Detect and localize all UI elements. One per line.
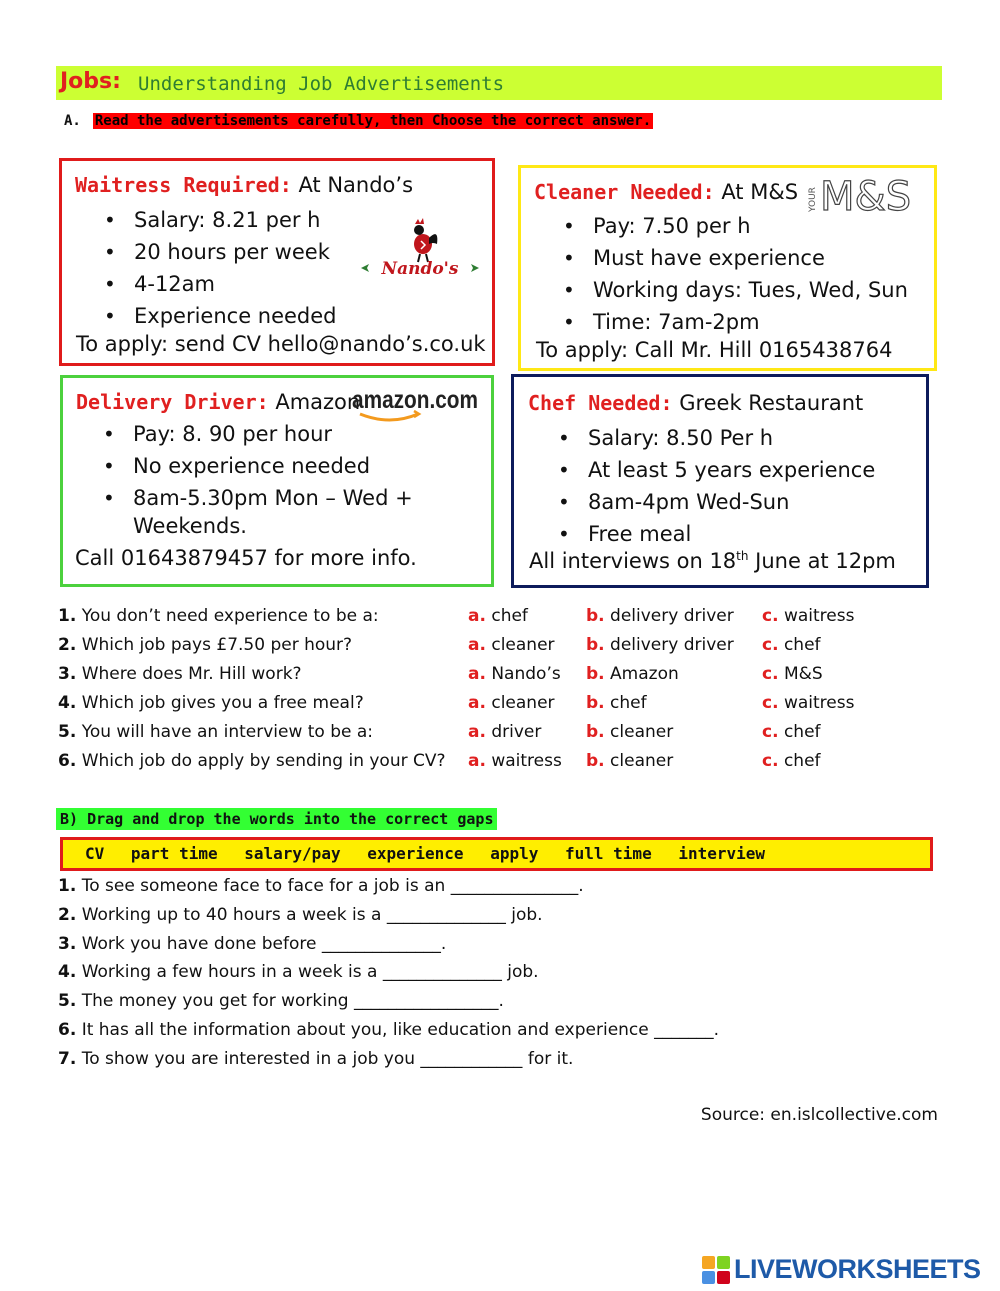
option-c[interactable] <box>762 606 854 626</box>
option-text: Amazon <box>610 664 679 684</box>
question-num: 4. <box>58 693 77 713</box>
option-label: b. <box>586 751 605 771</box>
option-c[interactable] <box>762 722 821 742</box>
option-label: b. <box>586 693 605 713</box>
option-label: c. <box>762 606 779 626</box>
ad-heading-place: Greek Restaurant <box>679 391 864 415</box>
fill-sentence[interactable] <box>58 1049 573 1069</box>
list-item: • Free meal <box>546 518 875 550</box>
list-item: • At least 5 years experience <box>546 454 875 486</box>
ad-list <box>546 422 875 550</box>
sentence-num: 6. <box>58 1020 77 1040</box>
list-item: • Experience needed <box>92 300 337 332</box>
option-text: chef <box>783 635 821 655</box>
question-text: Which job pays £7.50 per hour? <box>81 635 353 655</box>
option-label: b. <box>586 664 605 684</box>
ad-heading <box>528 391 863 415</box>
sentence-text: To show you are interested in a job you ____________ for it. <box>81 1049 574 1069</box>
liveworksheets-brand: LIVEWORKSHEETS <box>734 1254 981 1284</box>
title-prefix: Jobs: <box>60 69 121 94</box>
option-b[interactable] <box>586 693 647 713</box>
page-title: Understanding Job Advertisements <box>138 73 505 95</box>
option-text: delivery driver <box>610 635 734 655</box>
ad-heading-place: At Nando’s <box>298 173 414 197</box>
source-credit: Source: en.islcollective.com <box>700 1105 938 1125</box>
word-chip[interactable]: experience <box>367 844 464 863</box>
option-text: chef <box>783 722 821 742</box>
ms-logo-text: M&S <box>820 174 912 220</box>
instruction-label: A. <box>64 113 81 129</box>
option-text: cleaner <box>491 693 555 713</box>
instruction-a <box>64 113 653 129</box>
fill-sentence[interactable] <box>58 991 504 1011</box>
ad-heading <box>76 390 360 414</box>
option-a[interactable] <box>468 635 555 655</box>
option-text: cleaner <box>491 635 555 655</box>
option-a[interactable] <box>468 722 541 742</box>
question-num: 5. <box>58 722 77 742</box>
option-label: a. <box>468 606 486 626</box>
option-c[interactable] <box>762 635 821 655</box>
sentence-text: Work you have done before ______________. <box>81 934 447 954</box>
option-text: M&S <box>783 664 823 684</box>
option-a[interactable] <box>468 751 562 771</box>
question <box>58 751 446 771</box>
sentence-text: It has all the information about you, like education and experience _______. <box>81 1020 720 1040</box>
option-text: driver <box>491 722 542 742</box>
sentence-text: Working a few hours in a week is a ______________ job. <box>81 962 539 982</box>
amazon-logo-text: amazon.com <box>352 386 478 414</box>
question-num: 6. <box>58 751 77 771</box>
sentence-text: The money you get for working _________________. <box>81 991 504 1011</box>
question <box>58 722 373 742</box>
option-b[interactable] <box>586 635 734 655</box>
option-text: waitress <box>783 606 855 626</box>
ms-logo <box>806 172 926 220</box>
list-item: • Salary: 8.21 per h <box>92 204 337 236</box>
word-chip[interactable]: part time <box>130 844 218 863</box>
option-c[interactable] <box>762 664 823 684</box>
ad-heading-place: At M&S <box>721 180 799 204</box>
option-text: chef <box>491 606 528 626</box>
word-chip[interactable]: full time <box>565 844 652 863</box>
word-chip[interactable]: interview <box>678 844 766 863</box>
list-item: • 8am-4pm Wed-Sun <box>546 486 875 518</box>
option-label: c. <box>762 693 779 713</box>
question-num: 2. <box>58 635 77 655</box>
option-text: cleaner <box>610 722 674 742</box>
list-item: • Working days: Tues, Wed, Sun <box>551 274 908 306</box>
fill-sentence[interactable] <box>58 934 446 954</box>
list-item: • 20 hours per week <box>92 236 337 268</box>
list-item: • Pay: 8. 90 per hour <box>91 418 413 450</box>
question-text: Which job do apply by sending in your CV? <box>81 751 446 771</box>
option-label: b. <box>586 606 605 626</box>
question-text: Where does Mr. Hill work? <box>81 664 302 684</box>
ad-heading <box>75 173 413 197</box>
option-label: c. <box>762 664 779 684</box>
option-text: waitress <box>491 751 562 771</box>
option-c[interactable] <box>762 693 854 713</box>
option-label: a. <box>468 635 486 655</box>
question <box>58 635 352 655</box>
list-item: • Salary: 8.50 Per h <box>546 422 875 454</box>
question <box>58 664 302 684</box>
ad-heading-key: Waitress Required: <box>75 173 292 197</box>
ad-list <box>551 210 908 338</box>
list-item: • Time: 7am-2pm <box>551 306 908 338</box>
option-label: c. <box>762 635 779 655</box>
sentence-num: 7. <box>58 1049 77 1069</box>
option-text: chef <box>610 693 647 713</box>
nandos-logo-text: Nando's <box>381 259 459 279</box>
ad-list <box>92 204 337 332</box>
option-label: a. <box>468 722 486 742</box>
ad-footer-text: All interviews on 18 <box>529 549 737 573</box>
sentence-text: Working up to 40 hours a week is a ______________ job. <box>81 905 543 925</box>
amazon-logo <box>352 386 482 426</box>
list-item: • No experience needed <box>91 450 413 482</box>
question <box>58 606 379 626</box>
ad-footer <box>529 549 896 573</box>
list-item: • Must have experience <box>551 242 908 274</box>
option-text: delivery driver <box>610 606 734 626</box>
option-label: a. <box>468 751 486 771</box>
ad-list <box>91 418 413 514</box>
option-label: a. <box>468 664 486 684</box>
sentence-num: 3. <box>58 934 77 954</box>
ad-heading-key: Cleaner Needed: <box>534 180 715 204</box>
word-chip[interactable]: CV <box>85 844 105 863</box>
ad-heading-key: Chef Needed: <box>528 391 673 415</box>
rooster-icon <box>414 218 437 262</box>
ad-footer-sup: th <box>736 549 749 563</box>
question <box>58 693 364 713</box>
fill-sentence[interactable] <box>58 1020 719 1040</box>
sentence-num: 4. <box>58 962 77 982</box>
ad-list-continuation: Weekends. <box>133 514 247 538</box>
ad-footer: To apply: send CV hello@nando’s.co.uk <box>76 332 486 356</box>
question-text: You will have an interview to be a: <box>81 722 374 742</box>
word-chip[interactable]: apply <box>490 844 539 863</box>
liveworksheets-logo <box>702 1254 992 1286</box>
option-label: b. <box>586 635 605 655</box>
amazon-smile-icon <box>360 414 418 420</box>
sentence-num: 5. <box>58 991 77 1011</box>
question-text: Which job gives you a free meal? <box>81 693 364 713</box>
option-b[interactable] <box>586 751 673 771</box>
option-label: a. <box>468 693 486 713</box>
ad-heading-key: Delivery Driver: <box>76 390 269 414</box>
liveworksheets-grid-icon <box>702 1256 732 1286</box>
option-b[interactable] <box>586 606 734 626</box>
word-bank <box>60 837 933 871</box>
ms-logo-small: YOUR <box>808 187 818 212</box>
ad-footer: To apply: Call Mr. Hill 0165438764 <box>536 338 893 362</box>
instruction-text: Read the advertisements carefully, then Choose the correct answer. <box>94 113 652 129</box>
ad-heading-place: Amazon <box>275 390 361 414</box>
option-label: c. <box>762 722 779 742</box>
section-b-title: B) Drag and drop the words into the correct gaps <box>56 808 497 830</box>
word-chip[interactable]: salary/pay <box>244 844 341 863</box>
list-item: • Pay: 7.50 per h <box>551 210 908 242</box>
option-b[interactable] <box>586 664 679 684</box>
option-text: cleaner <box>610 751 674 771</box>
fill-sentence[interactable] <box>58 962 539 982</box>
list-item: • 8am-5.30pm Mon – Wed + <box>91 482 413 514</box>
option-text: waitress <box>783 693 855 713</box>
title-bar <box>56 66 942 100</box>
option-a[interactable] <box>468 693 555 713</box>
option-label: b. <box>586 722 605 742</box>
option-text: chef <box>783 751 821 771</box>
option-b[interactable] <box>586 722 673 742</box>
sentence-num: 2. <box>58 905 77 925</box>
sentence-text: To see someone face to face for a job is an _______________. <box>81 876 584 896</box>
question-num: 3. <box>58 664 77 684</box>
ad-footer: Call 01643879457 for more info. <box>75 546 417 570</box>
option-c[interactable] <box>762 751 821 771</box>
question-text: You don’t need experience to be a: <box>81 606 379 626</box>
option-a[interactable] <box>468 606 528 626</box>
fill-sentence[interactable] <box>58 905 543 925</box>
option-label: c. <box>762 751 779 771</box>
fill-sentence[interactable] <box>58 876 584 896</box>
sentence-num: 1. <box>58 876 77 896</box>
list-item: • 4-12am <box>92 268 337 300</box>
ad-chef <box>511 374 929 588</box>
option-text: Nando’s <box>491 664 561 684</box>
nandos-logo <box>355 210 485 280</box>
ad-footer-text-end: June at 12pm <box>748 549 896 573</box>
question-num: 1. <box>58 606 77 626</box>
option-a[interactable] <box>468 664 561 684</box>
ad-heading <box>534 180 798 204</box>
